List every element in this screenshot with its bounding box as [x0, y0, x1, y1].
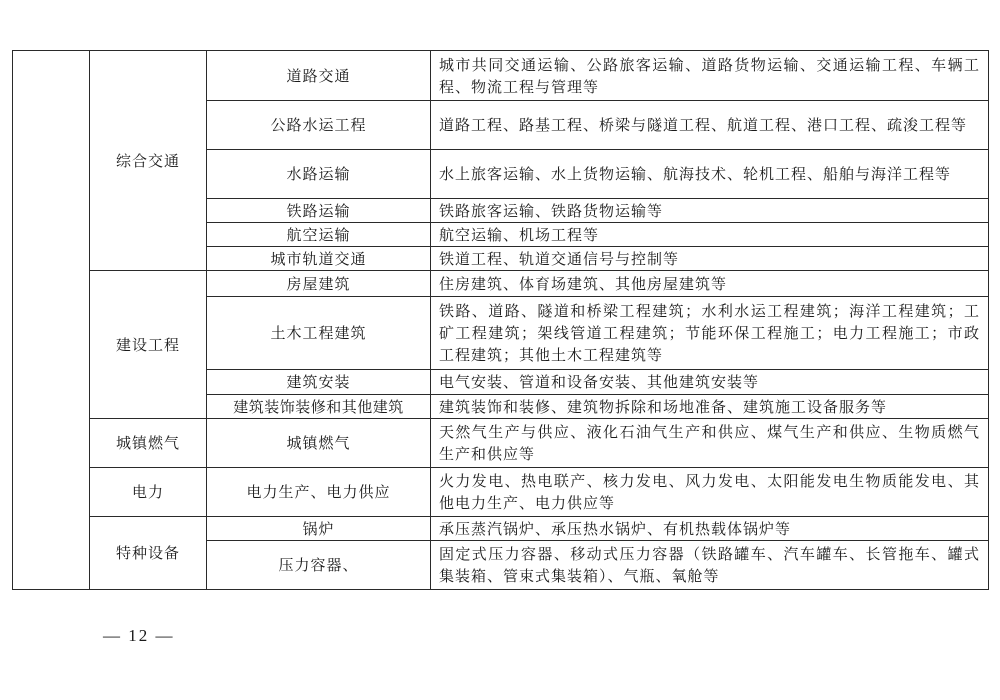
subcategory-cell: 电力生产、电力供应: [207, 468, 431, 517]
table-row: [13, 419, 989, 468]
subcategory-cell: 铁路运输: [207, 199, 431, 223]
subcategory-cell: 建筑安装: [207, 370, 431, 395]
description-cell: 电气安装、管道和设备安装、其他建筑安装等: [431, 370, 989, 395]
subcategory-cell: 航空运输: [207, 223, 431, 247]
subcategory-cell: 建筑装饰装修和其他建筑: [207, 395, 431, 419]
subcategory-cell: 锅炉: [207, 517, 431, 541]
description-cell: 固定式压力容器、移动式压力容器（铁路罐车、汽车罐车、长管拖车、罐式集装箱、管束式集装箱）、气瓶、氧舱等: [431, 541, 989, 590]
subcategory-cell: 公路水运工程: [207, 101, 431, 150]
description-cell: 火力发电、热电联产、核力发电、风力发电、太阳能发电生物质能发电、其他电力生产、电力供应等: [431, 468, 989, 517]
description-cell: 建筑装饰和装修、建筑物拆除和场地准备、建筑施工设备服务等: [431, 395, 989, 419]
subcategory-cell: 土木工程建筑: [207, 297, 431, 370]
table-row: [13, 51, 989, 101]
subcategory-cell: 道路交通: [207, 51, 431, 101]
category-table: [12, 50, 989, 590]
description-cell: 铁道工程、轨道交通信号与控制等: [431, 247, 989, 271]
subcategory-cell: 城市轨道交通: [207, 247, 431, 271]
description-cell: 天然气生产与供应、液化石油气生产和供应、煤气生产和供应、生物质燃气生产和供应等: [431, 419, 989, 468]
table-row: [13, 468, 989, 517]
description-cell: 航空运输、机场工程等: [431, 223, 989, 247]
table-row: [13, 271, 989, 297]
subcategory-cell: 房屋建筑: [207, 271, 431, 297]
blank-column-cell: [13, 51, 90, 590]
category-cell: 电力: [90, 468, 207, 517]
description-cell: 水上旅客运输、水上货物运输、航海技术、轮机工程、船舶与海洋工程等: [431, 150, 989, 199]
description-cell: 承压蒸汽锅炉、承压热水锅炉、有机热载体锅炉等: [431, 517, 989, 541]
page-number: — 12 —: [103, 626, 175, 645]
description-cell: 城市共同交通运输、公路旅客运输、道路货物运输、交通运输工程、车辆工程、物流工程与管理等: [431, 51, 989, 101]
description-cell: 铁路、道路、隧道和桥梁工程建筑；水利水运工程建筑；海洋工程建筑；工矿工程建筑；架线管道工程建筑；节能环保工程施工；电力工程施工；市政工程建筑；其他土木工程建筑等: [431, 297, 989, 370]
subcategory-cell: 压力容器、: [207, 541, 431, 590]
category-cell: 城镇燃气: [90, 419, 207, 468]
description-cell: 住房建筑、体育场建筑、其他房屋建筑等: [431, 271, 989, 297]
description-cell: 铁路旅客运输、铁路货物运输等: [431, 199, 989, 223]
category-cell: 综合交通: [90, 51, 207, 271]
description-cell: 道路工程、路基工程、桥梁与隧道工程、航道工程、港口工程、疏浚工程等: [431, 101, 989, 150]
subcategory-cell: 城镇燃气: [207, 419, 431, 468]
category-cell: 特种设备: [90, 517, 207, 590]
subcategory-cell: 水路运输: [207, 150, 431, 199]
table-row: [13, 517, 989, 541]
category-cell: 建设工程: [90, 271, 207, 419]
